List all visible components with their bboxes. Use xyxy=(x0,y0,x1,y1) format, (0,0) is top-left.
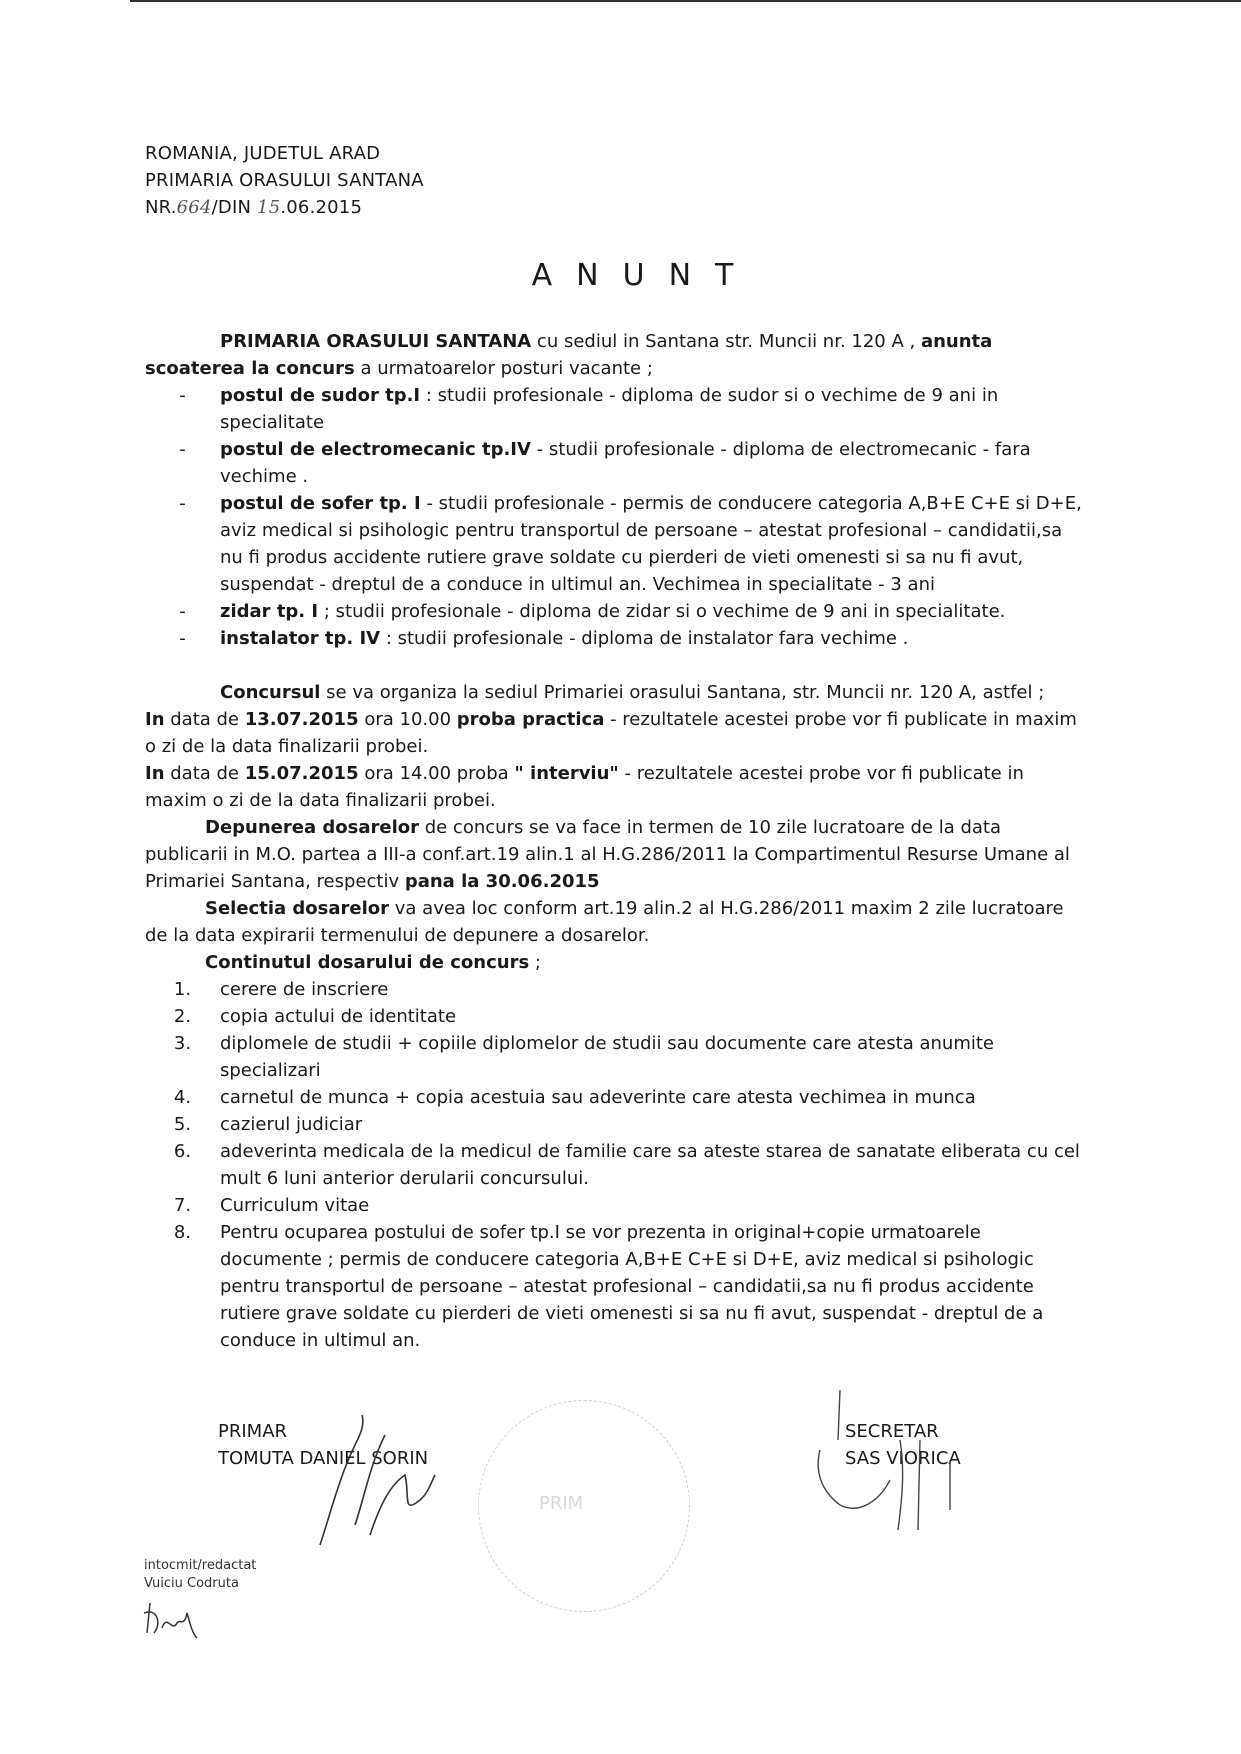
text: ora 14.00 proba xyxy=(358,763,515,784)
secretary-signature-icon xyxy=(800,1380,980,1560)
post-item: - postul de sofer tp. I - studii profesionale - permis de conducere categoria A,B+E C+E si D+E, aviz medical si psihologic pentru transportul de persoane – atestat profesional – candidatii,sa nu fi produs accidente rutiere grave soldate cu pierderi de vieti omenesti si sa nu fi avut, suspendat - dreptul de a conduce in ultimul an. Vechimea in specialitate - 3 ani xyxy=(179,493,1082,595)
post-item: - postul de electromecanic tp.IV - studii profesionale - diploma de electromecanic - fara vechime . xyxy=(179,439,1031,487)
intro-paragraph xyxy=(145,328,1085,382)
post-title: zidar tp. I xyxy=(220,601,319,622)
selectia-label: Selectia dosarelor xyxy=(205,898,390,919)
text: ora 10.00 xyxy=(358,709,457,730)
continut-label: Continutul dosarului de concurs xyxy=(205,952,530,973)
in-label: In xyxy=(145,763,165,784)
intro-text-2: a urmatoarelor posturi vacante ; xyxy=(354,358,653,379)
intro-text-1: cu sediul in Santana str. Muncii nr. 120 A , xyxy=(531,331,921,352)
proba-name: proba practica xyxy=(456,709,605,730)
list-item xyxy=(145,1219,1085,1354)
text: - rezultatele acestei probe vor fi publicate in maxim o zi de la data finalizarii probei. xyxy=(145,763,1024,811)
item-text: Curriculum vitae xyxy=(220,1195,370,1216)
proba-date: 13.07.2015 xyxy=(244,709,359,730)
page-title: ANUNT xyxy=(531,258,758,293)
secretary-role: SECRETAR xyxy=(845,1421,939,1442)
proba-date: 15.07.2015 xyxy=(244,763,359,784)
list-item xyxy=(145,976,1085,1003)
mayor-role: PRIMAR xyxy=(218,1421,288,1442)
posts-list xyxy=(145,382,1085,652)
nr-label: NR. xyxy=(145,197,177,218)
handwritten-number: 664 xyxy=(176,197,212,218)
author-note xyxy=(144,1557,256,1593)
post-text: - studii profesionale - permis de conducere categoria A,B+E C+E si D+E, aviz medical si psihologic pentru transportul de persoane – atestat profesional – candidatii,sa nu fi produs accidente rutiere grave soldate cu pierderi de vieti omenesti si sa nu fi avut, suspendat - dreptul de a conduce in ultimul an. Vechimea in specialitate - 3 ani xyxy=(220,493,1082,595)
proba-name: " interviu" xyxy=(514,763,619,784)
item-number: 1. xyxy=(173,979,192,1000)
item-number: 6. xyxy=(173,1141,192,1162)
text: ; xyxy=(529,952,541,973)
post-item: - zidar tp. I ; studii profesionale - diploma de zidar si o vechime de 9 ani in specialitate. xyxy=(179,601,1006,622)
proba-practica-paragraph xyxy=(145,706,1085,760)
header-registration xyxy=(145,194,424,221)
item-number: 3. xyxy=(173,1033,192,1054)
post-item: - instalator tp. IV : studii profesionale - diploma de instalator fara vechime . xyxy=(179,628,909,649)
intro-announce: anunta scoaterea la concurs xyxy=(145,331,993,379)
post-title: postul de electromecanic tp.IV xyxy=(220,439,531,460)
intro-institution: PRIMARIA ORASULUI SANTANA xyxy=(220,331,532,352)
text: data de xyxy=(164,709,245,730)
proba-interviu-paragraph xyxy=(145,760,1085,814)
in-label: In xyxy=(145,709,165,730)
date-suffix: .06.2015 xyxy=(280,197,363,218)
text: va avea loc conform art.19 alin.2 al H.G.286/2011 maxim 2 zile lucratoare de la data expirarii termenului de depunere a dosarelor. xyxy=(145,898,1064,946)
post-text: - studii profesionale - diploma de electromecanic - fara vechime . xyxy=(220,439,1031,487)
stamp-text: PRIM xyxy=(539,1493,584,1514)
secretary-name: SAS VIORICA xyxy=(845,1448,961,1469)
list-item xyxy=(145,1084,1085,1111)
top-border-line xyxy=(130,0,1241,2)
post-title: postul de sudor tp.I xyxy=(220,385,421,406)
author-role: intocmit/redactat xyxy=(144,1558,257,1573)
deadline: pana la 30.06.2015 xyxy=(404,871,600,892)
depunere-paragraph xyxy=(145,814,1085,895)
item-text: adeverinta medicala de la medicul de familie care sa ateste starea de sanatate eliberata cu cel mult 6 luni anterior derularii concursului. xyxy=(220,1141,1080,1189)
item-text: carnetul de munca + copia acestuia sau adeverinte care atesta vechimea in munca xyxy=(220,1087,976,1108)
text: data de xyxy=(164,763,245,784)
faded-stamp xyxy=(478,1400,690,1612)
item-number: 8. xyxy=(173,1222,192,1243)
item-text: Pentru ocuparea postului de sofer tp.I se vor prezenta in original+copie urmatoarele documente ; permis de conducere categoria A,B+E C+E si D+E, aviz medical si psihologic pentru transportul de persoane – atestat profesional – candidatii,sa nu fi produs accidente rutiere grave soldate cu pierderi de vieti omenesti si sa nu fi avut, suspendat - dreptul de a conduce in ultimul an. xyxy=(220,1222,1044,1351)
text: de concurs se va face in termen de 10 zile lucratoare de la data publicarii in M.O. partea a III-a conf.art.19 alin.1 al H.G.286/2011 la Compartimentul Resurse Umane al Primariei Santana, respectiv xyxy=(145,817,1070,892)
selectia-paragraph xyxy=(145,895,1085,949)
document-header xyxy=(145,140,424,221)
document-body xyxy=(145,328,1085,1354)
mayor-name: TOMUTA DANIEL SORIN xyxy=(218,1448,429,1469)
post-text: : studii profesionale - diploma de instalator fara vechime . xyxy=(380,628,909,649)
header-institution: PRIMARIA ORASULUI SANTANA xyxy=(145,170,424,191)
list-item xyxy=(145,1111,1085,1138)
author-name: Vuiciu Codruta xyxy=(144,1576,239,1591)
documents-list xyxy=(145,976,1085,1354)
list-item xyxy=(145,1192,1085,1219)
item-text: cazierul judiciar xyxy=(220,1114,363,1135)
continut-heading xyxy=(145,949,1085,976)
item-number: 5. xyxy=(173,1114,192,1135)
din-label: /DIN xyxy=(211,197,252,218)
list-item xyxy=(145,1030,1085,1084)
text: - rezultatele acestei probe vor fi publicate in maxim o zi de la data finalizarii probei. xyxy=(145,709,1077,757)
handwritten-day: 15 xyxy=(257,197,281,218)
header-country-county: ROMANIA, JUDETUL ARAD xyxy=(145,143,381,164)
concurs-text: se va organiza la sediul Primariei orasului Santana, str. Muncii nr. 120 A, astfel ; xyxy=(320,682,1045,703)
item-number: 7. xyxy=(173,1195,192,1216)
item-text: cerere de inscriere xyxy=(220,979,389,1000)
post-item: - postul de sudor tp.I : studii profesionale - diploma de sudor si o vechime de 9 ani in specialitate xyxy=(179,385,999,433)
post-text: ; studii profesionale - diploma de zidar si o vechime de 9 ani in specialitate. xyxy=(318,601,1006,622)
item-number: 4. xyxy=(173,1087,192,1108)
mayor-signature-icon xyxy=(310,1405,460,1555)
list-item xyxy=(145,1138,1085,1192)
depunere-label: Depunerea dosarelor xyxy=(205,817,419,838)
concurs-label: Concursul xyxy=(220,682,321,703)
item-text: copia actului de identitate xyxy=(220,1006,457,1027)
post-title: instalator tp. IV xyxy=(220,628,381,649)
item-number: 2. xyxy=(173,1006,192,1027)
author-signature-icon xyxy=(142,1593,202,1643)
concurs-paragraph xyxy=(145,679,1085,706)
post-text: : studii profesionale - diploma de sudor si o vechime de 9 ani in specialitate xyxy=(220,385,999,433)
list-item xyxy=(145,1003,1085,1030)
post-title: postul de sofer tp. I xyxy=(220,493,421,514)
item-text: diplomele de studii + copiile diplomelor de studii sau documente care atesta anumite specializari xyxy=(220,1033,994,1081)
